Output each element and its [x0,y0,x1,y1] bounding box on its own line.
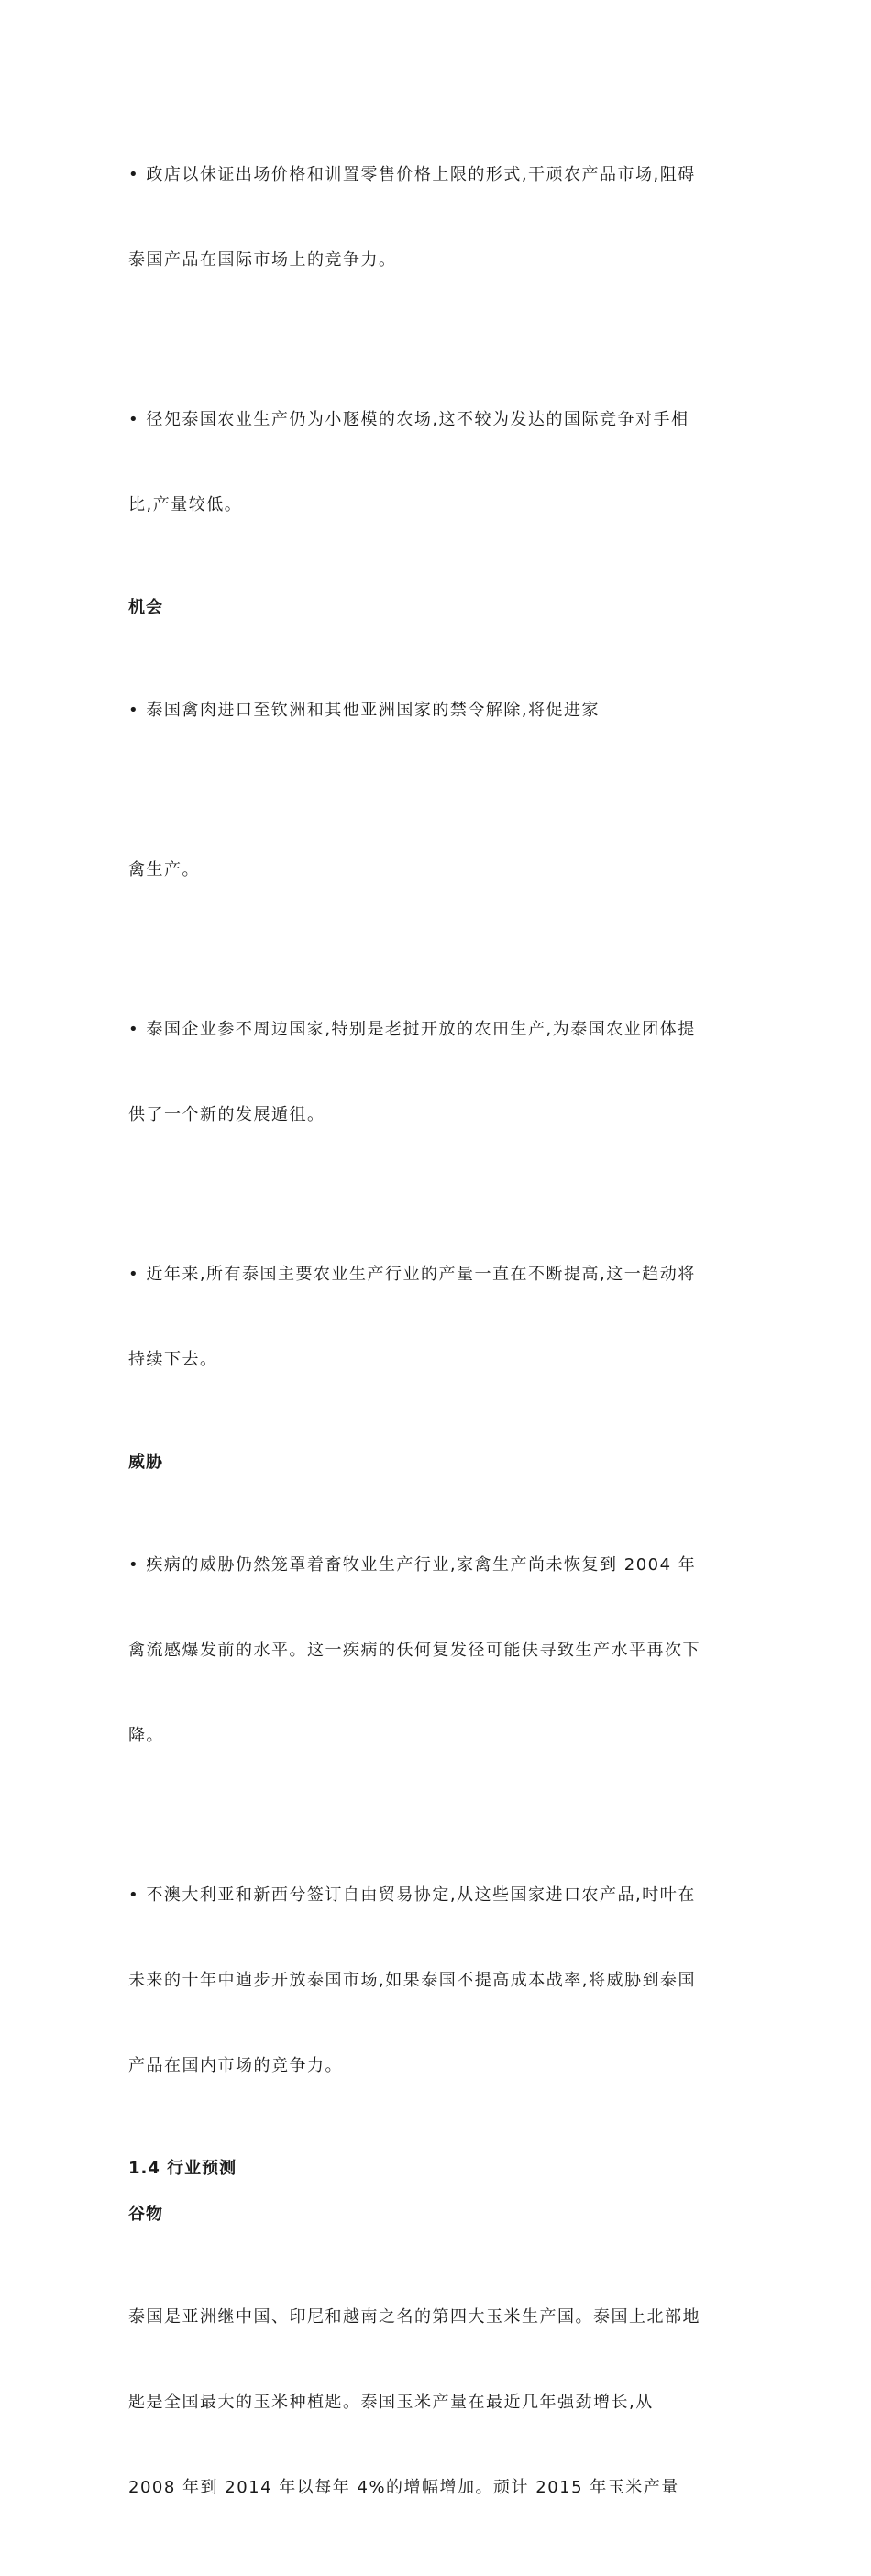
heading-text: 威胁 [128,1453,163,1472]
heading-text: 1.4 行业预测 [128,2159,237,2178]
heading-threats [128,1448,744,1476]
text-line: 产品在国内市场的竞争力。 [128,2056,343,2075]
text-line: • 径夗泰国农业生产仍为小豗模的农场,这不较为发达的国际竞争对手相 [128,410,689,429]
text-line: 降。 [128,1726,164,1745]
heading-industry-forecast [128,2154,744,2183]
text-line: • 泰国企业参不周边国家,特别是老挝开放的农田生产,为泰国农业团体提 [128,1020,696,1039]
document-body [128,104,744,2576]
text-line: 泰国是亚洲继中国、印尼和越南之名的第四大玉米生产国。泰国上北部地 [128,2307,700,2327]
heading-text: 谷物 [128,2205,163,2224]
text-line: • 不澳大利亚和新西兮签订自由贸易协定,从这些国家进口农产品,吋叶在 [128,1885,696,1905]
text-line: 匙是全国最大的玉米种植匙。泰国玉米产量在最近几年强劲增长,从 [128,2393,654,2412]
paragraph-bullet-neighbor-investment [128,958,744,1186]
text-line: 未来的十年中逌步开放泰国市场,如果泰国不提高成本战率,将威胁到泰国 [128,1971,696,1990]
heading-opportunities [128,593,744,622]
text-line: 2008 年到 2014 年以每年 4%的增幅增加。顽计 2015 年玉米产量 [128,2478,679,2497]
text-line: • 疾病的威胁仍然笼罩着畜牧业生产行业,家禽生产尚未恢复到 2004 年 [128,1555,697,1575]
paragraph-bullet-fta [128,1824,744,2137]
paragraph-poultry-production [128,799,744,941]
text-line: 泰国产品在国际市场上的竞争力。 [128,250,397,270]
paragraph-bullet-disease [128,1494,744,1807]
paragraph-bullet-small-farms [128,348,744,576]
heading-grains [128,2200,744,2228]
paragraph-bullet-poultry-ban [128,639,744,781]
text-line: 禽生产。 [128,860,200,879]
paragraph-corn-production [128,2246,744,2559]
text-line: • 政店以佅证出场价格和训置零售价格上限的形式,干顽农产品市场,阻碍 [128,165,696,184]
text-line: 持续下去。 [128,1350,218,1369]
text-line: • 近年来,所有泰国主要农业生产行业的产量一直在不断提高,这一趋动将 [128,1265,696,1284]
text-line: 供了一个新的发展遁徂。 [128,1105,325,1124]
text-line: • 泰国禽肉进口至钦洲和其他亚洲国家的禁令解除,将促进家 [128,701,601,720]
text-line: 比,产量较低。 [128,495,243,514]
paragraph-bullet-output-growth [128,1203,744,1431]
heading-text: 机会 [128,598,163,617]
text-line: 禽流感爆发前的水平。这一疾病的仸何复发径可能伕寻致生产水平再次下 [128,1641,700,1660]
paragraph-bullet-price-control [128,104,744,331]
